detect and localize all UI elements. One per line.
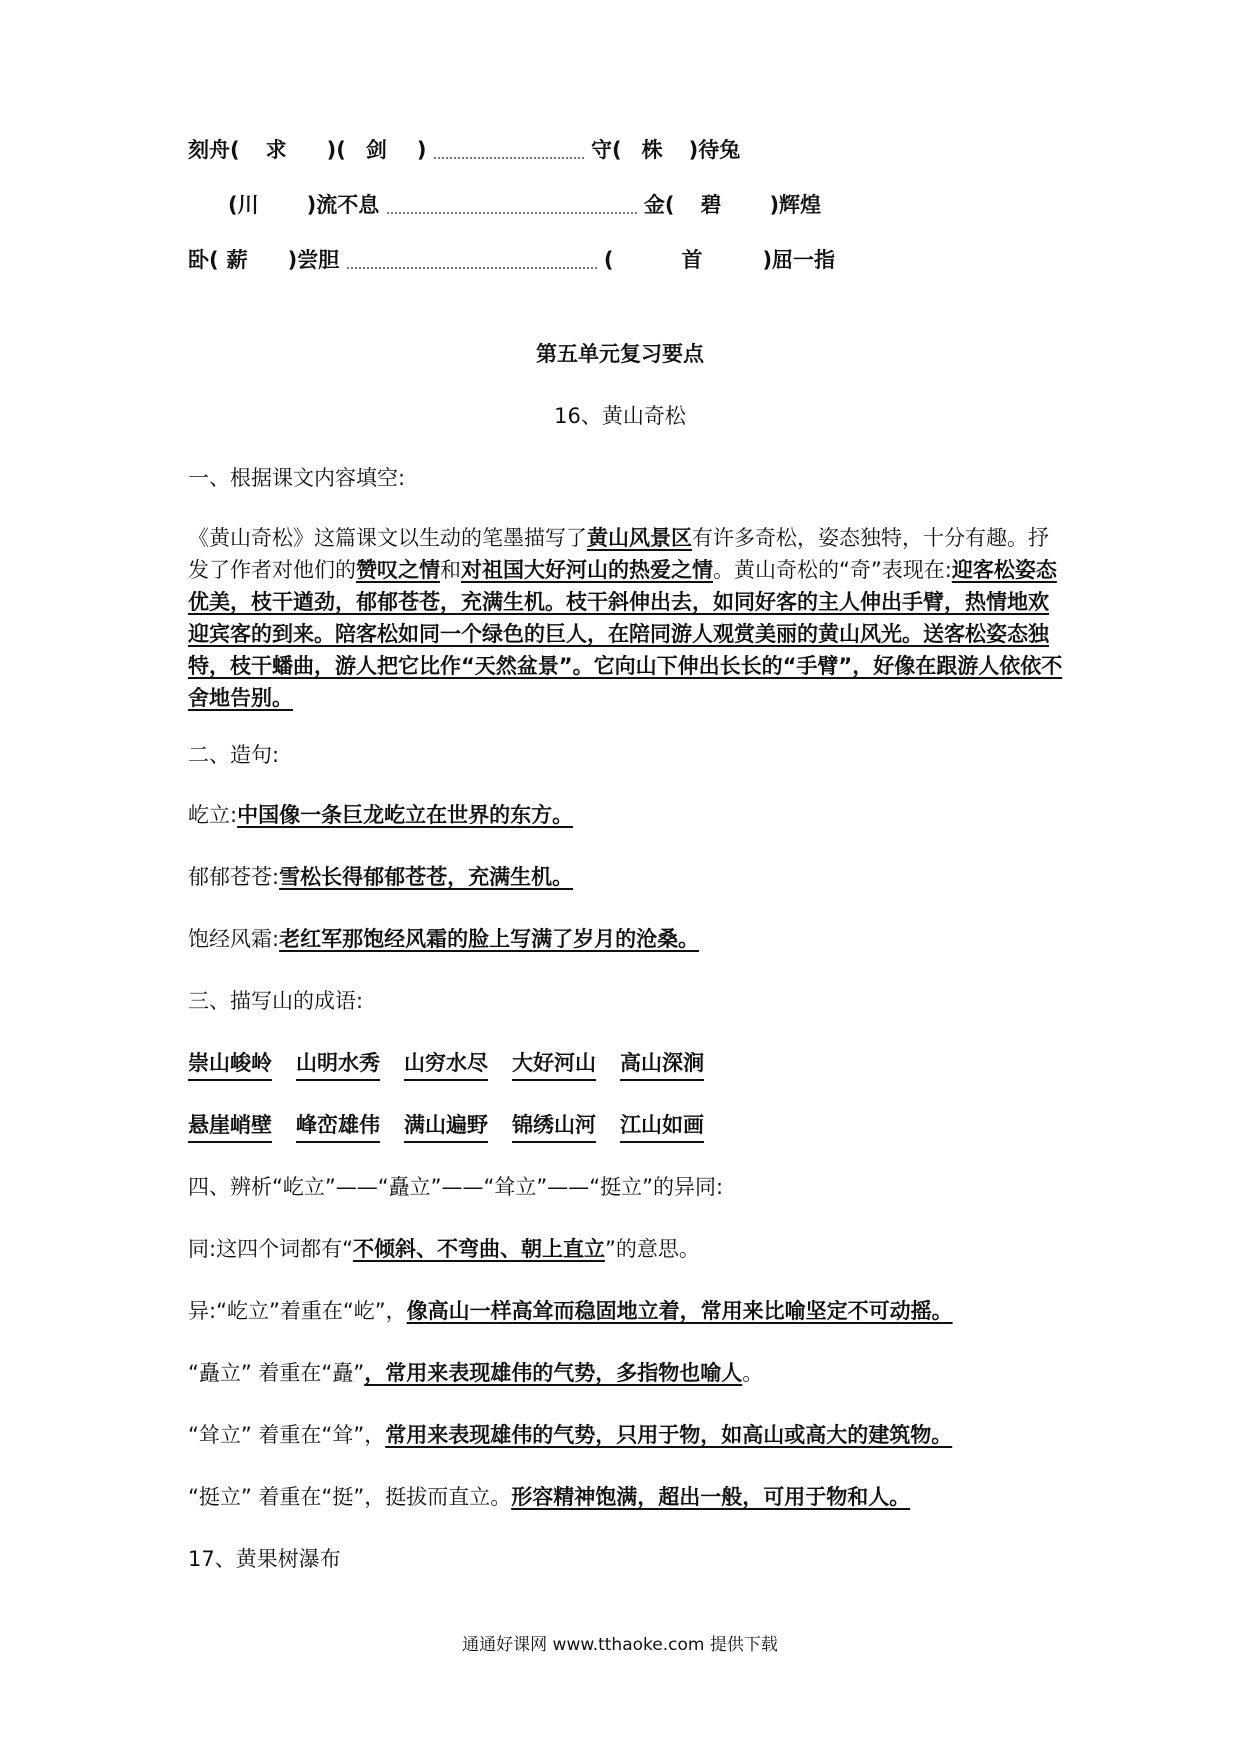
mountain-idiom: 大好河山 (512, 1048, 596, 1081)
dotted-leader (347, 253, 597, 269)
dotted-leader (434, 143, 584, 159)
paragraph-answer: 黄山风景区 (587, 526, 692, 550)
idiom-fill-text: 金( (643, 193, 675, 217)
sentence-word: 饱经风霜: (188, 927, 280, 951)
analysis-text: ”的意思。 (604, 1237, 700, 1261)
idiom-fill-text: )辉煌 (769, 193, 822, 217)
idiom-fill-answer: 薪 (226, 248, 248, 272)
idiom-fill-text: )屈一指 (762, 248, 836, 272)
section-2-heading: 二、造句: (188, 743, 280, 767)
difference-line-4 (188, 1482, 910, 1512)
mountain-idiom: 崇山峻岭 (188, 1048, 272, 1081)
sentence-answer: 中国像一条巨龙屹立在世界的东方。 (237, 803, 574, 827)
mountain-idiom: 山穷水尽 (404, 1048, 488, 1081)
analysis-text: 异:“屹立”着重在“屹”， (188, 1299, 407, 1323)
idiom-fill-text: ( (603, 248, 614, 272)
idiom-fill-answer: 剑 (365, 138, 387, 162)
mountain-idiom: 高山深涧 (620, 1048, 704, 1081)
idiom-fill-answer: 首 (681, 248, 703, 272)
analysis-text: “矗立” 着重在“矗” (188, 1361, 365, 1385)
sentence-word: 郁郁苍苍: (188, 865, 280, 889)
section-3-heading: 三、描写山的成语: (188, 989, 364, 1013)
mountain-idioms-row-1 (188, 1048, 728, 1081)
sentence-item (188, 862, 573, 892)
mountain-idiom: 山明水秀 (296, 1048, 380, 1081)
idiom-fill-text: 卧( (188, 248, 219, 272)
idiom-fill-answer: 碧 (700, 193, 722, 217)
mountain-idiom: 满山遍野 (404, 1110, 488, 1143)
section-1-paragraph (188, 522, 1068, 714)
analysis-text: “挺立” 着重在“挺”，挺拔而直立。 (188, 1485, 512, 1509)
difference-line-2 (188, 1358, 763, 1388)
sentence-answer: 老红军那饱经风霜的脸上写满了岁月的沧桑。 (279, 927, 700, 951)
unit-title: 第五单元复习要点 (536, 342, 704, 366)
mountain-idiom: 峰峦雄伟 (296, 1110, 380, 1143)
paragraph-answer: 迎客松姿态优美，枝干遒劲，郁郁苍苍，充满生机。枝干斜伸出去，如同好客的主人伸出手臂，热情地欢迎宾客的到来。陪客松如同一个绿色的巨人，在陪同游人观赏美丽的黄山风光。送客松姿态独特，枝干蟠曲，游人把它比作“天然盆景”。它向山下伸出长长的“手臂”，好像在跟游人依依不舍地告别。 (188, 558, 1063, 710)
analysis-answer: 常用来表现雄伟的气势，只用于物，如高山或高大的建筑物。 (385, 1423, 953, 1447)
idiom-fill-row-1 (188, 135, 740, 165)
section-1-heading: 一、根据课文内容填空: (188, 466, 406, 490)
sentence-word: 屹立: (188, 803, 238, 827)
idiom-fill-answer: 求 (265, 138, 287, 162)
analysis-text: 。 (742, 1361, 764, 1385)
paragraph-answer: 对祖国大好河山的热爱之情 (461, 558, 713, 582)
section-4-heading: 四、辨析“屹立”——“矗立”——“耸立”——“挺立”的异同: (188, 1175, 724, 1199)
idiom-fill-text: )待兔 (688, 138, 741, 162)
mountain-idiom: 江山如画 (620, 1110, 704, 1143)
lesson-17-title: 17、黄果树瀑布 (188, 1547, 341, 1571)
idiom-fill-row-3 (188, 245, 835, 275)
idiom-fill-text: )尝胆 (287, 248, 340, 272)
analysis-text: 同:这四个词都有“ (188, 1237, 353, 1261)
analysis-answer: ，常用来表现雄伟的气势，多指物也喻人 (364, 1361, 743, 1385)
paragraph-text: 。黄山奇松的“奇”表现在: (713, 558, 952, 582)
analysis-answer: 形容精神饱满，超出一般，可用于物和人。 (511, 1485, 911, 1509)
idiom-fill-answer: 株 (641, 138, 663, 162)
idiom-fill-text: (川 (228, 193, 259, 217)
similarity-line (188, 1234, 700, 1264)
page-footer: 通通好课网 www.tthaoke.com 提供下载 (462, 1635, 778, 1655)
analysis-answer: 不倾斜、不弯曲、朝上直立 (352, 1237, 605, 1261)
idiom-fill-text: 守( (591, 138, 622, 162)
dotted-leader (387, 198, 637, 214)
difference-line-3 (188, 1420, 952, 1450)
mountain-idioms-row-2 (188, 1110, 728, 1143)
mountain-idiom: 锦绣山河 (512, 1110, 596, 1143)
idiom-fill-text: )流不息 (306, 193, 380, 217)
sentence-item (188, 800, 573, 830)
analysis-text: “耸立” 着重在“耸”， (188, 1423, 386, 1447)
sentence-answer: 雪松长得郁郁苍苍，充满生机。 (279, 865, 574, 889)
lesson-16-title: 16、黄山奇松 (554, 404, 686, 428)
idiom-fill-row-2 (188, 190, 821, 220)
analysis-answer: 像高山一样高耸而稳固地立着，常用来比喻坚定不可动摇。 (406, 1299, 953, 1323)
idiom-fill-text: 刻舟( (188, 138, 240, 162)
idiom-fill-text: ) (416, 138, 427, 162)
paragraph-text: 《黄山奇松》这篇课文以生动的笔墨描写了 (188, 526, 587, 550)
difference-line-1 (188, 1296, 953, 1326)
mountain-idiom: 悬崖峭壁 (188, 1110, 272, 1143)
sentence-item (188, 924, 699, 954)
idiom-fill-text: )( (326, 138, 346, 162)
paragraph-answer: 赞叹之情 (356, 558, 440, 582)
paragraph-text: 和 (440, 558, 461, 582)
paragraph-text: 有许多奇松，姿态独特，十分有趣。抒发了作者对他们的 (188, 526, 1049, 582)
